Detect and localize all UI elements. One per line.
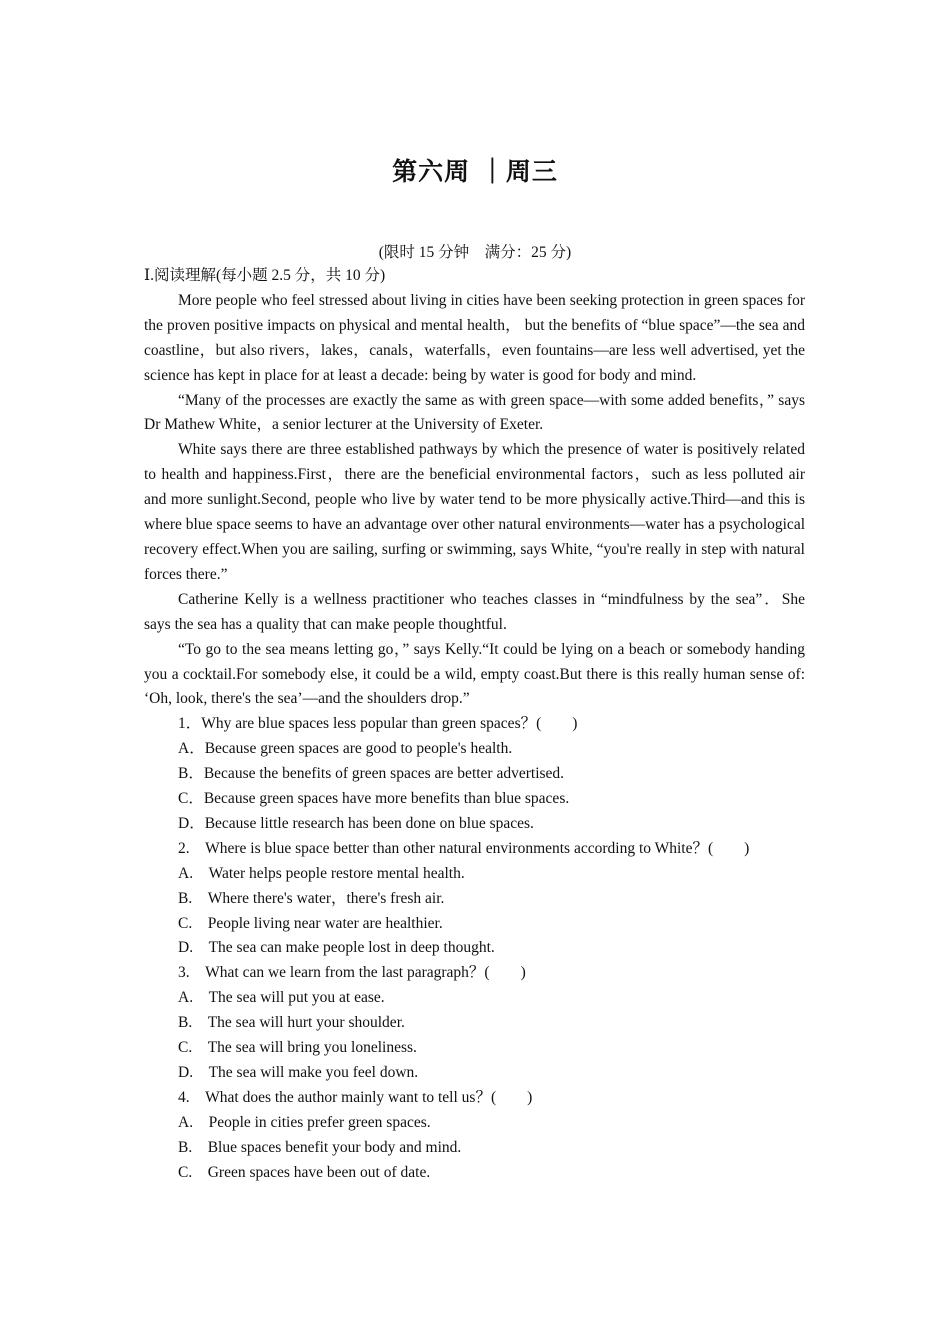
passage-paragraph-1: More people who feel stressed about living in cities have been seeking protection in green spaces for the proven positive impacts on physical and mental health， but the benefits of “blue space”—the sea and coastline，but also rivers，lakes，canals，waterfalls，even fountains—are less well advertised, yet the science has kept in place for at least a decade: being by water is good for body and mind. [144,291,805,384]
time-limit-note: (限时 15 分钟 满分：25 分) [378,244,572,261]
option-a: A. The sea will put you at ease. [178,989,385,1007]
section-heading: Ⅰ.阅读理解(每小题 2.5 分，共 10 分) [144,267,386,284]
reading-section [144,264,805,1186]
option-c: C. The sea will bring you loneliness. [178,1039,417,1057]
question-1 [144,712,805,837]
option-d: D. The sea will make you feel down. [178,1064,419,1081]
option-d: D．Because little research has been done on blue spaces. [178,814,534,832]
question-2 [144,837,805,962]
option-a: A．Because green spaces are good to people's health. [178,740,513,758]
question-4 [144,1086,805,1186]
passage-paragraph-2: “Many of the processes are exactly the same as with green space—with some added benefits，” says Dr Mathew White，a senior lecturer at the University of Exeter. [144,391,805,434]
option-c: C. People living near water are healthier. [178,914,443,932]
passage-paragraph-3: White says there are three established pathways by which the presence of water is positively related to health and happiness.First，there are the beneficial environmental factors，such as less polluted air and more sunlight.Second, people who live by water tend to be more physically active.Third—and this is where blue space seems to have an advantage over other natural environments—water has a psychological recovery effect.When you are sailing, surfing or swimming, says White, “you're really in step with natural forces there.” [144,441,805,583]
option-b: B．Because the benefits of green spaces are better advertised. [178,765,565,783]
question-stem: 3. What can we learn from the last paragraph？( ) [178,964,526,982]
question-stem: 4. What does the author mainly want to tell us？( ) [178,1088,533,1106]
option-c: C. Green spaces have been out of date. [178,1163,431,1181]
question-stem: 1．Why are blue spaces less popular than green spaces？( ) [178,715,578,733]
option-b: B. Blue spaces benefit your body and mind. [178,1138,462,1156]
option-a: A. People in cities prefer green spaces. [178,1113,431,1131]
passage-paragraph-4: Catherine Kelly is a wellness practitioner who teaches classes in “mindfulness by the sea”．She says the sea has a quality that can make people thoughtful. [144,590,805,633]
page-title: 第六周 ｜周三 [392,157,558,186]
passage-paragraph-5: “To go to the sea means letting go，” says Kelly.“It could be lying on a beach or somebody handing you a cocktail.For somebody else, it could be a wild, empty coast.But there is this really human sense of: ‘Oh, look, there's the sea’—and the shoulders drop.” [144,640,805,708]
option-b: B. The sea will hurt your shoulder. [178,1014,405,1032]
option-b: B. Where there's water，there's fresh air. [178,889,445,907]
option-d: D. The sea can make people lost in deep thought. [178,939,495,957]
question-3 [144,961,805,1086]
option-c: C．Because green spaces have more benefits than blue spaces. [178,790,570,808]
question-stem: 2. Where is blue space better than other natural environments according to White？( ) [178,839,750,857]
option-a: A. Water helps people restore mental health. [178,864,465,882]
